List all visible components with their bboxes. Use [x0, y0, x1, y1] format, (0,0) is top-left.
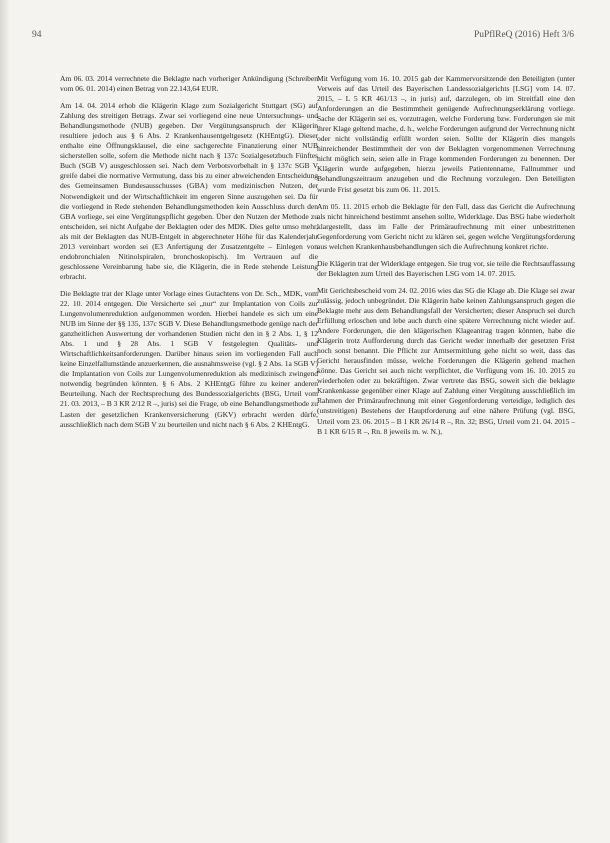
left-column [60, 74, 318, 430]
paragraph: Die Beklagte trat der Klage unter Vorlage eines Gutachtens von Dr. Sch., MDK, vom 22. 10. 2014 entgegen. Die Versicherte sei „nur“ zur Implantation von Coils zur Lungenvolumenreduktion aufgenommen worden. Hierbei handele es sich um eine NUB im Sinne der §§ 135, 137c SGB V. Diese Behandlungsmethode genüge nach der ganzheitlichen Auswertung der vorhandenen Studien nicht den in § 2 Abs. 1, § 12 Abs. 1 und § 28 Abs. 1 SGB V festgelegten Qualitäts- und Wirtschaftlichkeitsanforderungen. Darüber hinaus seien im vorliegenden Fall auch keine Einzelfallumstände anzuerkennen, die ausnahmsweise (vgl. § 2 Abs. 1a SGB V) die Implantation von Coils zur Lungenvolumenreduktion als medizinisch zwingend notwendig begründen könnten. § 6 Abs. 2 KHEntgG führe zu keiner anderen Beurteilung. Nach der Rechtsprechung des Bundessozialgerichts (BSG, Urteil vom 21. 03. 2013, – B 3 KR 2/12 R –, juris) sei die Frage, ob eine Behandlungsmethode zu Lasten der gesetzlichen Krankenversicherung (GKV) erbracht werden dürfe, ausschließlich nach dem SGB V zu beurteilen und nicht nach § 6 Abs. 2 KHEntgG. [60, 288, 318, 429]
paragraph: Am 05. 11. 2015 erhob die Beklagte für den Fall, dass das Gericht die Aufrechnung als nicht hinreichend bestimmt ansehen sollte, Widerklage. Das BSG habe wiederholt klargestellt, dass im Falle der Primäraufrechnung mit einer unbestrittenen Gegenforderung vom Gericht nicht zu klären sei, gegen welche Vergütungsforderung aus welchen Krankenhausbehandlungen sich die Aufrechnung konkret richte. [317, 201, 575, 251]
running-title: PuPflReQ (2016) Heft 3/6 [473, 30, 574, 40]
right-column [317, 74, 575, 437]
page-number: 94 [32, 30, 42, 40]
paragraph: Mit Verfügung vom 16. 10. 2015 gab der Kammervorsitzende den Beteiligten (unter Verweis auf das Urteil des Bayerischen Landessozialgerichts [LSG] vom 14. 07. 2015, – L 5 KR 461/13 –, in juris) auf, darzulegen, ob im Streitfall eine den Anforderungen an die Bestimmtheit genügende Aufrechnungserklärung vorliege. Sache der Klägerin sei es, vorzutragen, welche Forderung bzw. Forderungen sie mit ihrer Klage geltend mache, d. h., welche Forderungen aufgrund der Verrechnung nicht oder nicht vollständig erfüllt worden seien. Sollte der Klägerin dies mangels hinreichender Bestimmtheit der von der Beklagten vorgenommenen Verrechnung nicht möglich sein, seien alle in Frage kommenden Forderungen zu benennen. Der Klägerin wurde aufgegeben, hierzu jeweils Patientenname, Fallnummer und Behandlungszeitraum anzugeben und die Rechnung vorzulegen. Den Beteiligten wurde Frist gesetzt bis zum 06. 11. 2015. [317, 74, 575, 194]
paragraph: Am 06. 03. 2014 verrechnete die Beklagte nach vorheriger Ankündigung (Schreiben vom 06. 01. 2014) einen Betrag von 22.143,64 EUR. [60, 74, 318, 94]
paragraph: Die Klägerin trat der Widerklage entgegen. Sie trug vor, sie teile die Rechtsauffassung der Beklagten zum Urteil des Bayerischen LSG vom 14. 07. 2015. [317, 258, 575, 278]
paragraph: Am 14. 04. 2014 erhob die Klägerin Klage zum Sozialgericht Stuttgart (SG) auf Zahlung des streitigen Betrags. Zwar sei vorliegend eine neue Untersuchungs- und Behandlungsmethode (NUB) gegeben. Der Vergütungsanspruch der Klägerin resultiere jedoch aus § 6 Abs. 2 Krankenhausentgeltgesetz (KHEntgG). Dieser enthalte eine Öffnungsklausel, die eine sachgerechte Finanzierung einer NUB sicherstellen solle, sofern die Methode nicht nach § 137c Sozialgesetzbuch Fünftes Buch (SGB V) ausgeschlossen sei. Nach dem Verbotsvorbehalt in § 137c SGB V greife dabei die normative Vermutung, dass bis zu einer abweichenden Entscheidung des Gemeinsamen Bundesausschusses (GBA) vom medizinischen Nutzen, der Notwendigkeit und der Wirtschaftlichkeit im engeren Sinne auszugehen sei. Da für die vorliegend in Rede stehenden Behandlungsmethoden kein Ausschluss durch den GBA vorliege, sei eine Vergütungspflicht gegeben. Über den Nutzen der Methode zu entscheiden, sei nicht Aufgabe der Beklagten oder des MDK. Dies gelte umso mehr, als mit der Beklagten das NUB-Entgelt in abgerechneter Höhe für das Kalenderjahr 2013 vereinbart worden sei (E3 Anfertigung der Zusatzentgelte – Einlegen von endobronchialen Nitinolspiralen, bronchoskopisch). Im Vertrauen auf die geschlossene Vereinbarung habe sie, die Klägerin, die in Rede stehende Leistung erbracht. [60, 101, 318, 281]
page-edge-shadow [0, 0, 10, 843]
paragraph: Mit Gerichtsbescheid vom 24. 02. 2016 wies das SG die Klage ab. Die Klage sei zwar zulässig, jedoch unbegründet. Die Klägerin habe keinen Zahlungsanspruch gegen die Beklagte mehr aus dem Behandlungsfall der Versicherten; dieser Anspruch sei durch Erfüllung erloschen und lebe auch durch eine spätere Verrechnung nicht wieder auf. Andere Forderungen, die den klägerischen Klageantrag tragen könnten, habe die Klägerin trotz Aufforderung durch das Gericht weder innerhalb der gesetzten Frist noch sonst benannt. Die Pflicht zur Amtsermittlung gehe nicht so weit, dass das Gericht herausfinden müsse, welche Forderungen die Klägerin geltend machen könne. Das Gericht sei auch nicht verpflichtet, die Verfügung vom 16. 10. 2015 zu wiederholen oder zu bekräftigen. Zwar vertrete das BSG, soweit sich die beklagte Krankenkasse gegenüber einer Klage auf Zahlung einer Vergütung ausschließlich im Rahmen der Primäraufrechnung mit einer Gegenforderung verteidige, lediglich des (unstreitigen) Bestehens der Hauptforderung auf eine nähere Prüfung (vgl. BSG, Urteil vom 23. 06. 2015 – B 1 KR 26/14 R –, Rn. 32; BSG, Urteil vom 21. 04. 2015 – B 1 KR 6/15 R –, Rn. 8 jeweils m. w. N.), [317, 285, 575, 436]
